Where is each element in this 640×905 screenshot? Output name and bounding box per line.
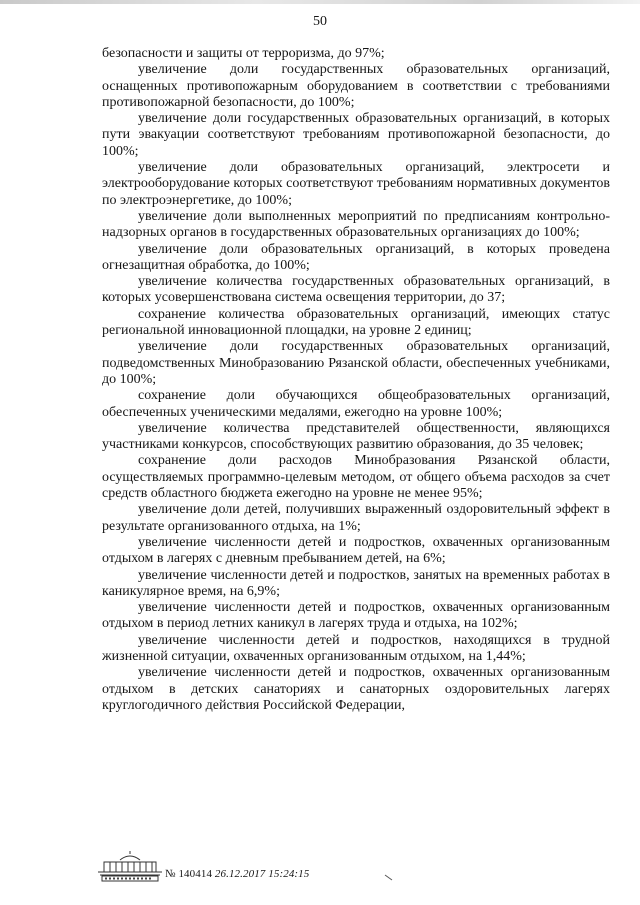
paragraph: сохранение количества образовательных организаций, имеющих статус региональной инновационной площадки, на уровне 2 единиц; <box>102 306 610 339</box>
paragraph: увеличение численности детей и подростков, находящихся в трудной жизненной ситуации, охваченных организованным отдыхом, на 1,44%; <box>102 632 610 664</box>
paragraph: увеличение доли выполненных мероприятий по предписаниям контрольно-надзорных органов в государственных образовательных организациях до 100%; <box>102 208 610 241</box>
paragraph: увеличение численности детей и подростков, охваченных организованным отдыхом в лагерях с дневным пребыванием детей, на 6%; <box>102 534 610 567</box>
paragraph: увеличение численности детей и подростков, охваченных организованным отдыхом в детских санаториях и санаторных оздоровительных лагерях круглогодичного действия Российской Федерации, <box>102 665 610 713</box>
document-stamp <box>165 868 309 880</box>
paragraph: увеличение доли детей, получивших выраженный оздоровительный эффект в результате организованного отдыха, на 1%; <box>102 502 610 534</box>
document-body <box>102 46 610 714</box>
document-datetime: 26.12.2017 15:24:15 <box>214 868 310 880</box>
scan-mark-icon <box>384 874 394 882</box>
paragraph: увеличение доли государственных образовательных организаций, оснащенных противопожарным оборудованием в соответствии с требованиями противопожарной безопасности, до 100%; <box>102 62 610 110</box>
paragraph: увеличение численности детей и подростков, занятых на временных работах в каникулярное время, на 6,9%; <box>102 567 610 599</box>
paragraph: безопасности и защиты от терроризма, до 97%; <box>102 46 385 61</box>
paragraph: увеличение численности детей и подростков, охваченных организованным отдыхом в период летних каникул в лагерях труда и отдыха, на 102%; <box>102 600 610 632</box>
paragraph: сохранение доли расходов Минобразования Рязанской области, осуществляемых программно-целевым методом, от общего объема расходов за счет средств областного бюджета ежегодно на уровне не менее 95%; <box>102 453 610 502</box>
page-number: 50 <box>313 14 327 29</box>
paragraph: увеличение количества государственных образовательных организаций, в которых усовершенствована система освещения территории, до 37; <box>102 274 610 306</box>
paragraph: увеличение доли государственных образовательных организаций, подведомственных Минобразованию Рязанской области, обеспеченных учебниками, до 100%; <box>102 339 610 387</box>
paragraph: увеличение доли образовательных организаций, электросети и электрооборудование которых соответствуют требованиям нормативных документов по электроэнергетике, до 100%; <box>102 160 610 208</box>
government-building-logo-icon <box>96 850 164 884</box>
paragraph: увеличение количества представителей общественности, являющихся участниками конкурсов, способствующих развитию образования, до 35 человек; <box>102 420 610 453</box>
paragraph: увеличение доли государственных образовательных организаций, в которых пути эвакуации соответствуют требованиям противопожарной безопасности, до 100%; <box>102 111 610 159</box>
paragraph: сохранение доли обучающихся общеобразовательных организаций, обеспеченных ученическими медалями, ежегодно на уровне 100%; <box>102 388 610 420</box>
scan-edge <box>0 0 640 4</box>
document-number: № 140414 <box>165 868 213 880</box>
paragraph: увеличение доли образовательных организаций, в которых проведена огнезащитная обработка, до 100%; <box>102 241 610 273</box>
